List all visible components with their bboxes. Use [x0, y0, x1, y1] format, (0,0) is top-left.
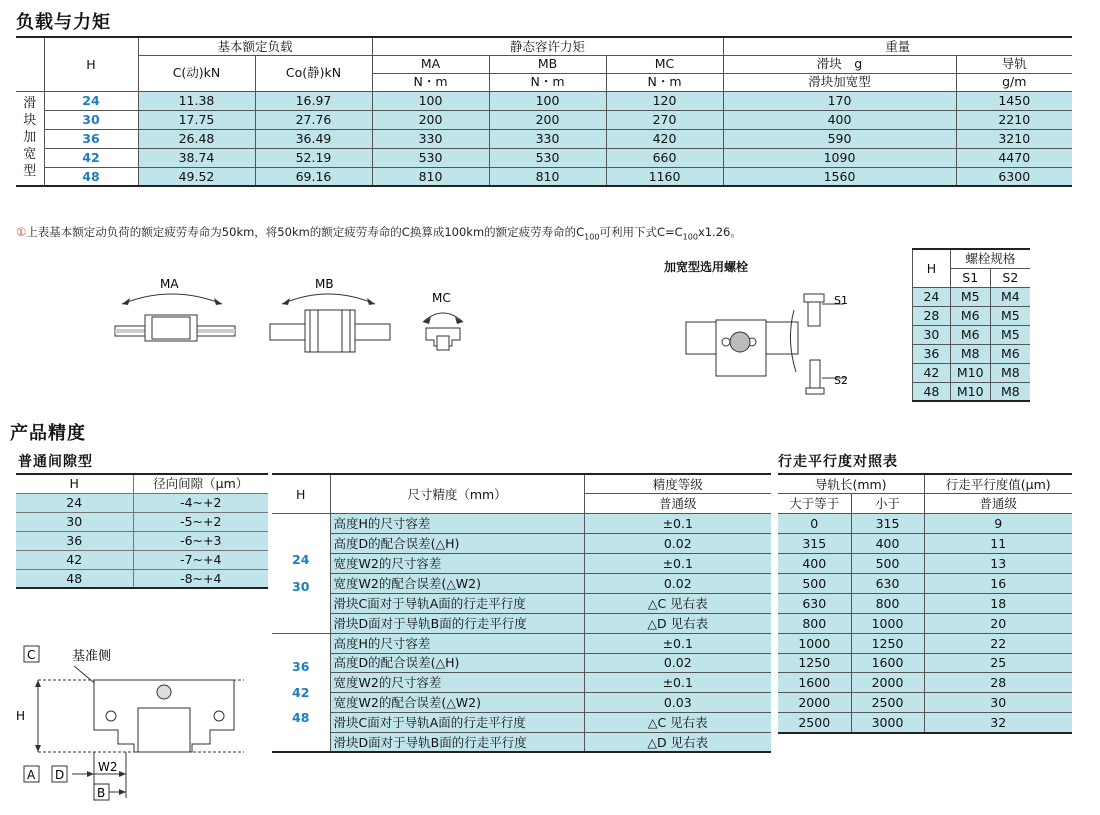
cell-mc: 120	[606, 91, 723, 110]
par-row-v: 22	[924, 633, 1072, 653]
cell-co: 36.49	[255, 129, 372, 148]
unit-ma: N・m	[372, 73, 489, 91]
bolt-row-s2: M6	[990, 344, 1030, 363]
prec-value: 0.03	[584, 693, 771, 713]
par-row-v: 30	[924, 693, 1072, 713]
gap-row-value: -7~+4	[133, 550, 268, 569]
cell-co: 52.19	[255, 148, 372, 167]
ref-label-h: H	[16, 709, 26, 723]
prec-item: 高度H的尺寸容差	[330, 633, 584, 653]
prec-value: △C 见右表	[584, 713, 771, 733]
cell-mc: 660	[606, 148, 723, 167]
bolt-row-s2: M5	[990, 306, 1030, 325]
prec-value: ±0.1	[584, 633, 771, 653]
bolt-spec-table	[912, 248, 1030, 402]
mb-diagram	[270, 277, 390, 352]
row-h: 24	[44, 91, 138, 110]
cell-ma: 330	[372, 129, 489, 148]
par-row-b: 800	[851, 593, 924, 613]
prec-value: △C 见右表	[584, 593, 771, 613]
section-title-load: 负载与力矩	[16, 12, 111, 33]
bolt-row-s1: M6	[950, 325, 990, 344]
par-row-a: 2000	[778, 693, 851, 713]
gap-row-value: -6~+3	[133, 531, 268, 550]
cell-mb: 100	[489, 91, 606, 110]
row-h: 48	[44, 167, 138, 186]
bolt-header-s1: S1	[950, 268, 990, 287]
par-row-b: 2000	[851, 673, 924, 693]
par-row-a: 800	[778, 613, 851, 633]
par-row-a: 500	[778, 573, 851, 593]
bolt-row-h: 30	[913, 325, 951, 344]
header-rating: 基本额定负载	[138, 37, 372, 55]
par-row-b: 1600	[851, 653, 924, 673]
cell-co: 69.16	[255, 167, 372, 186]
gap-row-h: 42	[16, 550, 133, 569]
prec-item: 滑块D面对于导轨B面的行走平行度	[330, 613, 584, 633]
cell-c: 26.48	[138, 129, 255, 148]
cell-rail: 6300	[956, 167, 1072, 186]
header-c-dyn: C(动)kN	[138, 55, 255, 91]
par-row-a: 0	[778, 514, 851, 534]
reference-diagram	[14, 640, 264, 810]
bolt-header-spec: 螺栓规格	[950, 249, 1030, 268]
prec-value: 0.02	[584, 653, 771, 673]
prec-item: 宽度W2的配合误差(△W2)	[330, 573, 584, 593]
header-mc: MC	[606, 55, 723, 73]
cell-c: 17.75	[138, 110, 255, 129]
par-row-v: 32	[924, 713, 1072, 733]
prec-header-dim: 尺寸精度（mm）	[330, 474, 584, 514]
cell-rail: 4470	[956, 148, 1072, 167]
radial-gap-table	[16, 473, 268, 589]
par-row-b: 630	[851, 573, 924, 593]
prec-item: 滑块D面对于导轨B面的行走平行度	[330, 733, 584, 753]
prec-value: ±0.1	[584, 673, 771, 693]
footnote: ①上表基本额定动负荷的额定疲劳寿命为50km，将50km的额定疲劳寿命的C换算成100km的额定疲劳寿命的$C_{100}$可利用下式$C=C_{100}x1.26$。	[16, 225, 742, 242]
par-row-v: 18	[924, 593, 1072, 613]
label-s1: S1	[834, 294, 848, 307]
header-weight: 重量	[723, 37, 1072, 55]
cell-mc: 1160	[606, 167, 723, 186]
bolt-row-h: 48	[913, 382, 951, 401]
prec-item: 高度D的配合误差(△H)	[330, 653, 584, 673]
unit-mc: N・m	[606, 73, 723, 91]
par-row-v: 16	[924, 573, 1072, 593]
prec-value: 0.02	[584, 573, 771, 593]
par-row-a: 630	[778, 593, 851, 613]
cell-rail: 2210	[956, 110, 1072, 129]
par-row-a: 400	[778, 554, 851, 574]
label-mb: MB	[315, 277, 334, 291]
row-h: 42	[44, 148, 138, 167]
cell-c: 38.74	[138, 148, 255, 167]
blank-corner	[16, 37, 44, 91]
ma-diagram	[115, 277, 235, 341]
parallel-title: 行走平行度对照表	[778, 454, 898, 470]
par-row-b: 1250	[851, 633, 924, 653]
ref-label-b: B	[97, 786, 106, 800]
prec-group2-sizes: 36 42 48	[272, 633, 330, 752]
gap-header-radial: 径向间隙（μm）	[133, 474, 268, 493]
par-header-lt: 小于	[851, 494, 924, 514]
cell-co: 16.97	[255, 91, 372, 110]
label-mc: MC	[432, 291, 451, 305]
bolt-row-s2: M8	[990, 382, 1030, 401]
par-row-a: 315	[778, 534, 851, 554]
bolt-row-s2: M8	[990, 363, 1030, 382]
ref-label-w2: W2	[98, 760, 118, 774]
bolt-row-h: 36	[913, 344, 951, 363]
gap-row-value: -4~+2	[133, 493, 268, 512]
par-row-b: 1000	[851, 613, 924, 633]
bolt-row-s2: M4	[990, 287, 1030, 306]
parallelism-table	[778, 473, 1072, 734]
label-ma: MA	[160, 277, 179, 291]
ref-label-a: A	[27, 768, 36, 782]
par-row-v: 28	[924, 673, 1072, 693]
bolt-row-s2: M5	[990, 325, 1030, 344]
par-row-b: 3000	[851, 713, 924, 733]
cell-c: 11.38	[138, 91, 255, 110]
gap-row-h: 30	[16, 512, 133, 531]
header-slider-g: 滑块 g	[723, 55, 956, 73]
prec-item: 高度D的配合误差(△H)	[330, 534, 584, 554]
header-ma: MA	[372, 55, 489, 73]
par-row-a: 1600	[778, 673, 851, 693]
prec-group1-sizes: 24 30	[272, 514, 330, 633]
cell-mb: 330	[489, 129, 606, 148]
header-moment: 静态容许力矩	[372, 37, 723, 55]
header-h: H	[44, 37, 138, 91]
header-rail: 导轨	[956, 55, 1072, 73]
cell-slider: 1090	[723, 148, 956, 167]
header-rail-unit: g/m	[956, 73, 1072, 91]
cell-mb: 810	[489, 167, 606, 186]
cell-slider: 590	[723, 129, 956, 148]
par-header-gte: 大于等于	[778, 494, 851, 514]
prec-item: 宽度W2的尺寸容差	[330, 673, 584, 693]
par-row-a: 1000	[778, 633, 851, 653]
prec-value: △D 见右表	[584, 613, 771, 633]
row-h: 36	[44, 129, 138, 148]
bolt-row-h: 24	[913, 287, 951, 306]
cell-ma: 810	[372, 167, 489, 186]
par-row-v: 13	[924, 554, 1072, 574]
gap-row-h: 36	[16, 531, 133, 550]
bolt-row-h: 28	[913, 306, 951, 325]
unit-mb: N・m	[489, 73, 606, 91]
cell-mc: 420	[606, 129, 723, 148]
prec-item: 滑块C面对于导轨A面的行走平行度	[330, 593, 584, 613]
par-header-value: 行走平行度值(μm)	[924, 474, 1072, 494]
bolt-diagram	[676, 280, 876, 400]
cell-c: 49.52	[138, 167, 255, 186]
prec-item: 滑块C面对于导轨A面的行走平行度	[330, 713, 584, 733]
par-row-a: 1250	[778, 653, 851, 673]
bolt-row-h: 42	[913, 363, 951, 382]
bolt-header-h: H	[913, 249, 951, 287]
ref-label-c: C	[27, 648, 36, 662]
cell-mb: 200	[489, 110, 606, 129]
prec-item: 宽度W2的配合误差(△W2)	[330, 693, 584, 713]
bolt-row-s1: M10	[950, 363, 990, 382]
cell-mc: 270	[606, 110, 723, 129]
label-s2: S2	[834, 374, 848, 387]
header-slider-wide: 滑块加宽型	[723, 73, 956, 91]
par-row-v: 11	[924, 534, 1072, 554]
prec-value: ±0.1	[584, 554, 771, 574]
par-header-rail-len: 导轨长(mm)	[778, 474, 924, 494]
gap-header-h: H	[16, 474, 133, 493]
cell-slider: 170	[723, 91, 956, 110]
cell-mb: 530	[489, 148, 606, 167]
cell-rail: 1450	[956, 91, 1072, 110]
prec-value: 0.02	[584, 534, 771, 554]
prec-header-h: H	[272, 474, 330, 514]
prec-header-normal: 普通级	[584, 494, 771, 514]
par-row-v: 20	[924, 613, 1072, 633]
cell-slider: 1560	[723, 167, 956, 186]
cell-ma: 200	[372, 110, 489, 129]
header-c-static: Co(静)kN	[255, 55, 372, 91]
gap-row-h: 24	[16, 493, 133, 512]
gap-row-value: -8~+4	[133, 569, 268, 588]
load-moment-table	[16, 36, 1072, 187]
gap-row-h: 48	[16, 569, 133, 588]
cell-co: 27.76	[255, 110, 372, 129]
gap-title: 普通间隙型	[18, 454, 93, 470]
par-row-b: 315	[851, 514, 924, 534]
cell-ma: 100	[372, 91, 489, 110]
bolt-header-s2: S2	[990, 268, 1030, 287]
bolt-row-s1: M10	[950, 382, 990, 401]
par-header-normal: 普通级	[924, 494, 1072, 514]
bolt-row-s1: M6	[950, 306, 990, 325]
row-h: 30	[44, 110, 138, 129]
par-row-a: 2500	[778, 713, 851, 733]
prec-value: △D 见右表	[584, 733, 771, 753]
prec-value: ±0.1	[584, 514, 771, 534]
prec-item: 高度H的尺寸容差	[330, 514, 584, 534]
mc-diagram	[423, 291, 463, 350]
cell-slider: 400	[723, 110, 956, 129]
precision-table	[272, 473, 771, 753]
par-row-b: 400	[851, 534, 924, 554]
ref-label-base: 基准侧	[72, 649, 112, 664]
par-row-b: 2500	[851, 693, 924, 713]
side-label: 滑 块 加 宽 型	[16, 91, 44, 186]
bolt-row-s1: M5	[950, 287, 990, 306]
prec-item: 宽度W2的尺寸容差	[330, 554, 584, 574]
section-title-precision: 产品精度	[10, 423, 86, 444]
cell-rail: 3210	[956, 129, 1072, 148]
ref-label-d: D	[55, 768, 65, 782]
bolt-title: 加宽型选用螺栓	[664, 260, 749, 274]
par-row-v: 25	[924, 653, 1072, 673]
gap-row-value: -5~+2	[133, 512, 268, 531]
par-row-v: 9	[924, 514, 1072, 534]
moment-diagrams	[110, 270, 500, 365]
bolt-row-s1: M8	[950, 344, 990, 363]
header-mb: MB	[489, 55, 606, 73]
prec-header-grade: 精度等级	[584, 474, 771, 494]
par-row-b: 500	[851, 554, 924, 574]
cell-ma: 530	[372, 148, 489, 167]
